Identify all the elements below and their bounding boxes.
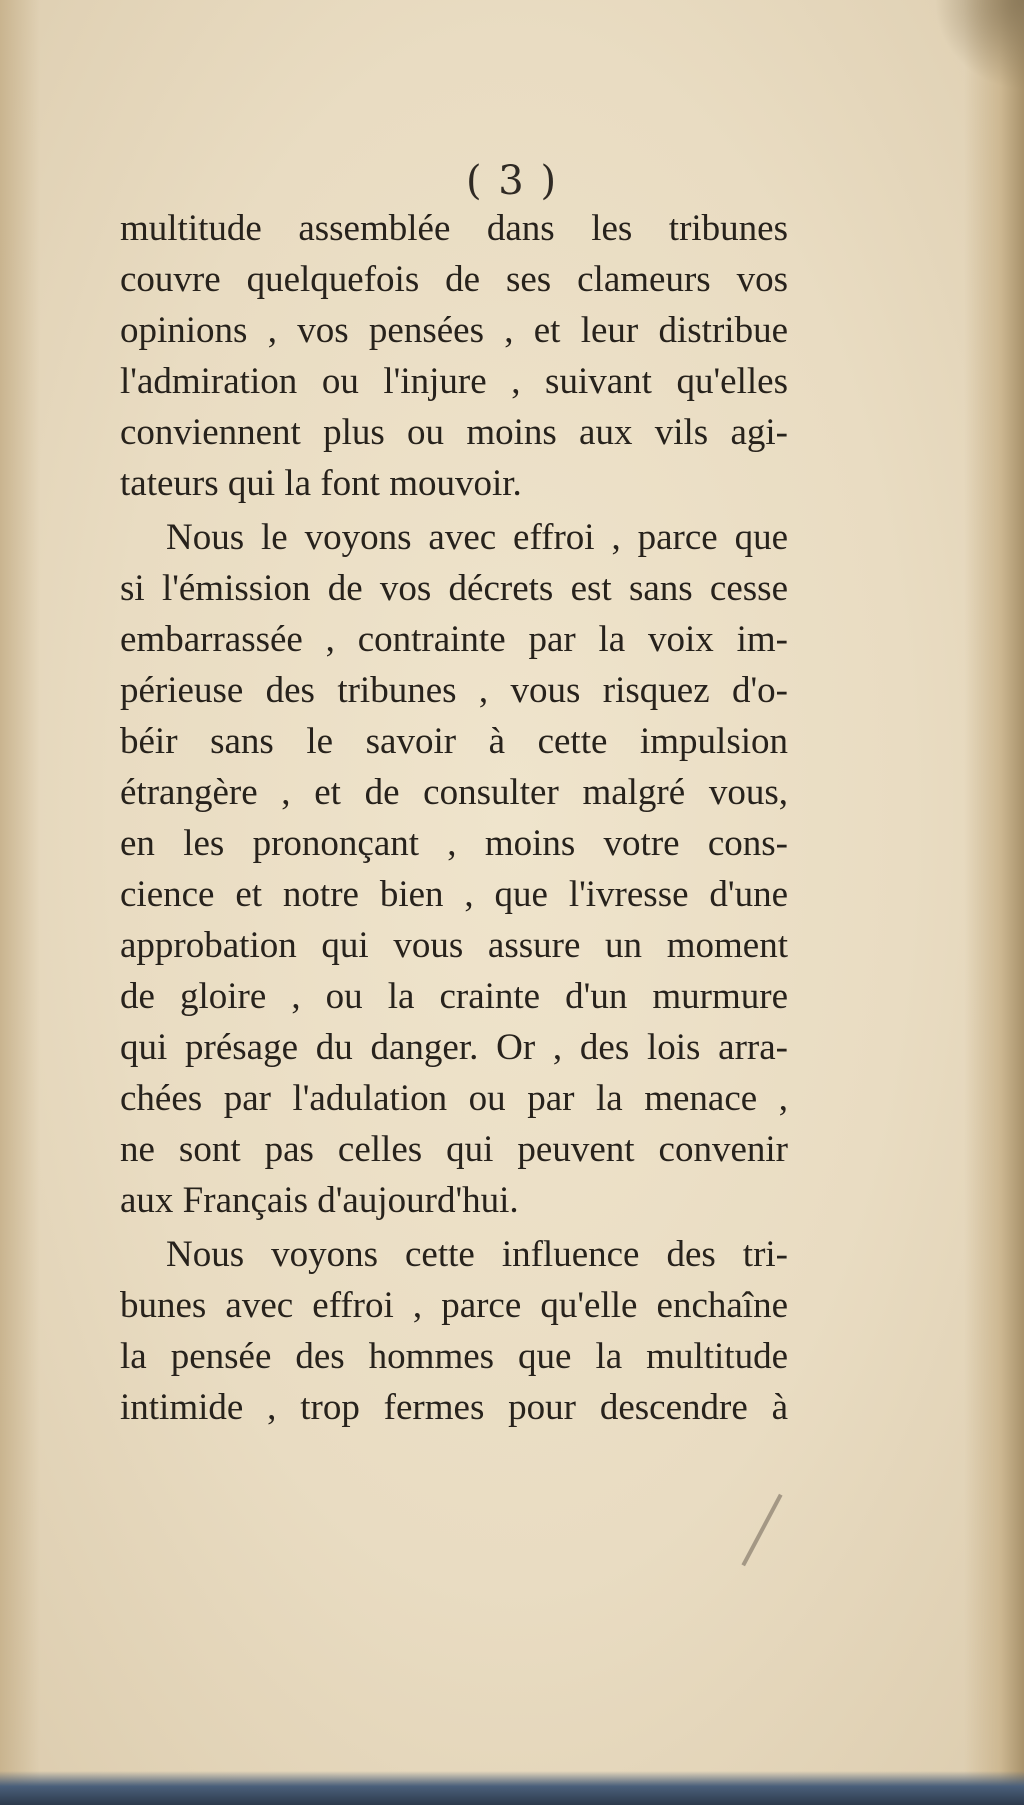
page-edge-shadow xyxy=(964,0,1024,1805)
text-line: périeuse des tribunes , vous risquez d'o- xyxy=(120,670,788,711)
text-line: bunes avec effroi , parce qu'elle enchaîne xyxy=(120,1285,788,1326)
text-line: aux Français d'aujourd'hui. xyxy=(120,1180,519,1221)
page-number: ( 3 ) xyxy=(465,158,559,204)
text-line: béir sans le savoir à cette impulsion xyxy=(120,721,788,762)
text-line: chées par l'adulation ou par la menace , xyxy=(120,1078,788,1119)
ink-mark xyxy=(741,1494,782,1567)
text-line: en les prononçant , moins votre cons- xyxy=(120,823,788,864)
page-gutter-shadow xyxy=(0,0,40,1805)
text-line: si l'émission de vos décrets est sans cesse xyxy=(120,568,788,609)
page-stain xyxy=(934,0,1024,90)
text-line: ne sont pas celles qui peuvent convenir xyxy=(120,1129,788,1170)
text-line: embarrassée , contrainte par la voix im- xyxy=(120,619,788,660)
paragraph-start-line: Nous voyons cette influence des tri- xyxy=(166,1234,788,1275)
text-line: opinions , vos pensées , et leur distribue xyxy=(120,310,788,351)
text-line: intimide , trop fermes pour descendre à xyxy=(120,1387,788,1428)
text-line: approbation qui vous assure un moment xyxy=(120,925,788,966)
text-line: conviennent plus ou moins aux vils agi- xyxy=(120,412,788,453)
text-line: multitude assemblée dans les tribunes xyxy=(120,208,788,249)
text-line: tateurs qui la font mouvoir. xyxy=(120,463,522,504)
text-line: l'admiration ou l'injure , suivant qu'elles xyxy=(120,361,788,402)
page-bottom-edge xyxy=(0,1771,1024,1805)
body-text xyxy=(120,203,788,1433)
text-line: la pensée des hommes que la multitude xyxy=(120,1336,788,1377)
text-line: couvre quelquefois de ses clameurs vos xyxy=(120,259,788,300)
text-line: qui présage du danger. Or , des lois arra- xyxy=(120,1027,788,1068)
text-line: cience et notre bien , que l'ivresse d'une xyxy=(120,874,788,915)
paragraph-start-line: Nous le voyons avec effroi , parce que xyxy=(166,517,788,558)
text-line: de gloire , ou la crainte d'un murmure xyxy=(120,976,788,1017)
text-line: étrangère , et de consulter malgré vous, xyxy=(120,772,788,813)
